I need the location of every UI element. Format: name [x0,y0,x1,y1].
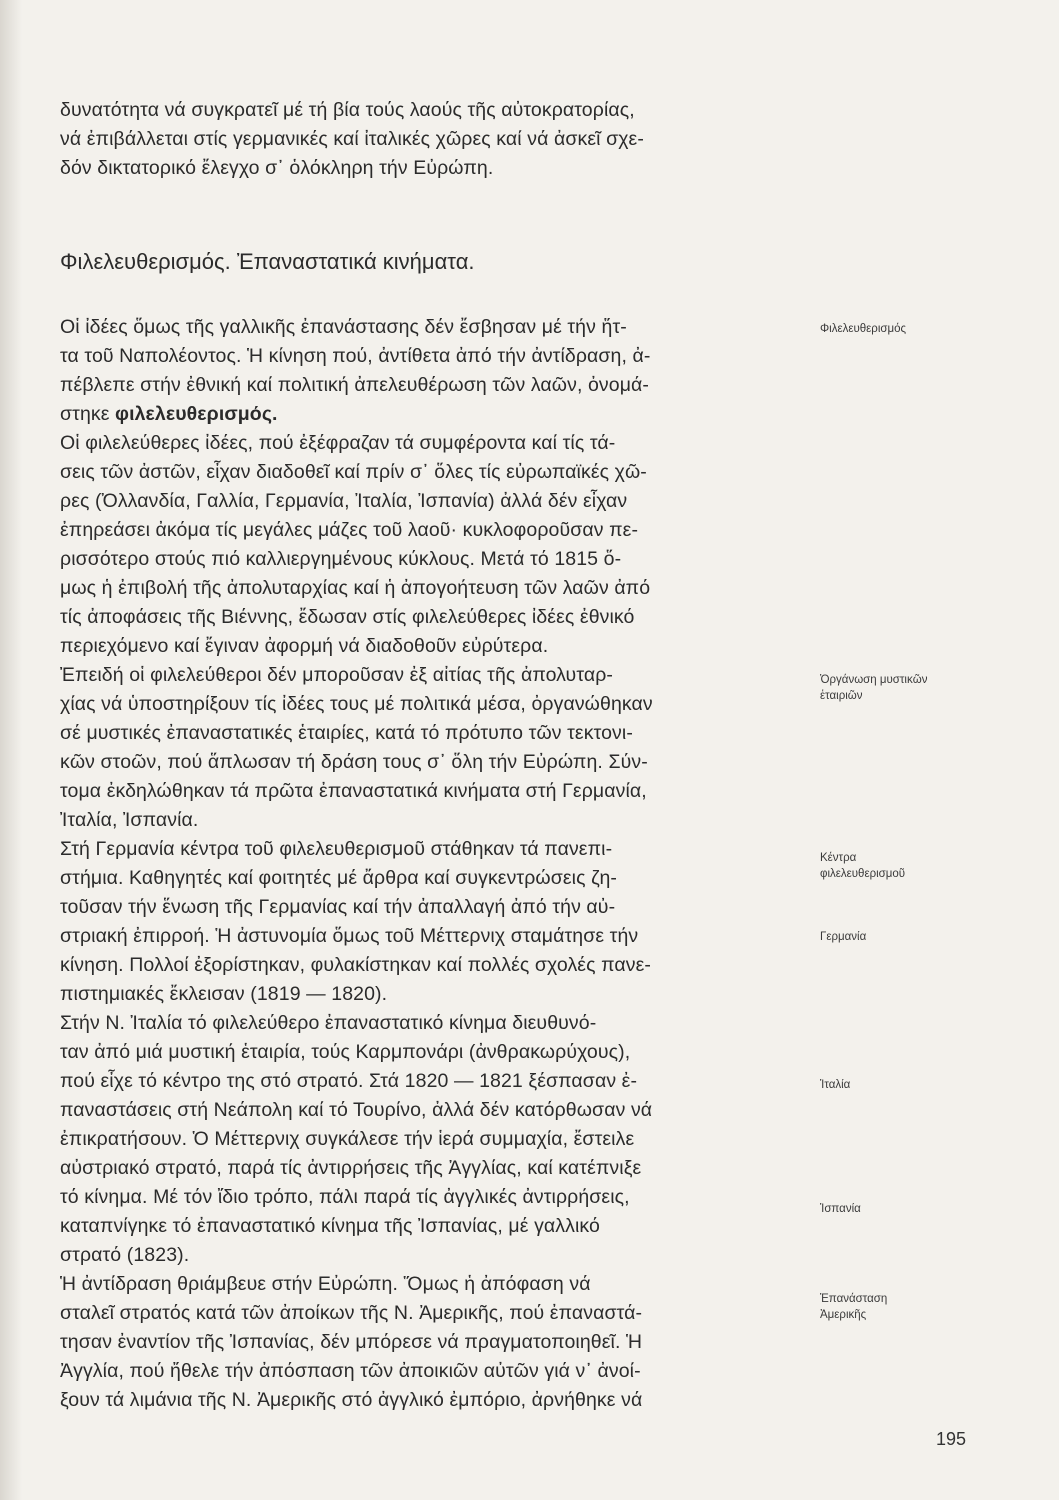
margin-note: Γερμανία [820,931,867,943]
text-line: καταπνίγηκε τό ἐπαναστατικό κίνημα τῆς Ἰσπανίας, μέ γαλλικό [60,1215,600,1237]
margin-note-line: Κέντρα [820,852,857,864]
text-line: τό κίνημα. Μέ τόν ἴδιο τρόπο, πάλι παρά τίς ἀγγλικές ἀντιρρήσεις, [60,1186,630,1208]
text-line: στήμια. Καθηγητές καί φοιτητές μέ ἄρθρα καί συγκεντρώσεις ζη- [60,867,618,889]
text-line: ρες (Ὀλλανδία, Γαλλία, Γερμανία, Ἰταλία, Ἰσπανία) ἀλλά δέν εἶχαν [60,490,628,512]
text-line: δυνατότητα νά συγκρατεῖ μέ τή βία τούς λαούς τῆς αὐτοκρατορίας, [60,99,635,121]
text-line: Οἱ φιλελεύθερες ἰδέες, πού ἐξέφραζαν τά συμφέροντα καί τίς τά- [60,432,616,454]
margin-note-line: φιλελευθερισμοῦ [820,868,906,880]
page-number: 195 [936,1429,967,1449]
text-line: παναστάσεις στή Νεάπολη καί τό Τουρίνο, ἀλλά δέν κατόρθωσαν νά [60,1099,653,1121]
margin-note-line: ἑταιριῶν [820,690,863,702]
text-line: αὐστριακό στρατό, παρά τίς ἀντιρρήσεις τῆς Ἀγγλίας, καί κατέπνιξε [60,1157,642,1179]
text-line: σέ μυστικές ἐπαναστατικές ἑταιρίες, κατά τό πρότυπο τῶν τεκτονι- [60,722,633,744]
margin-note-line: Ὀργάνωση μυστικῶν [820,674,928,686]
text-line: Ἐπειδή οἱ φιλελεύθεροι δέν μποροῦσαν ἐξ αἰτίας τῆς ἀπολυταρ- [60,664,613,686]
margin-note-line: Ἐπανάσταση [820,1293,888,1305]
text-line: σταλεῖ στρατός κατά τῶν ἀποίκων τῆς Ν. Ἀμερικῆς, πού ἐπαναστά- [60,1302,643,1324]
text-line: Στήν Ν. Ἰταλία τό φιλελεύθερο ἐπαναστατικό κίνημα διευθυνό- [60,1012,597,1034]
text-line: ἐπηρεάσει ἀκόμα τίς μεγάλες μάζες τοῦ λαοῦ· κυκλοφοροῦσαν πε- [60,519,639,541]
text-line: σεις τῶν ἀστῶν, εἶχαν διαδοθεῖ καί πρίν σ᾽ ὅλες τίς εὐρωπαϊκές χῶ- [60,461,647,483]
text-line: ἐπικρατήσουν. Ὁ Μέττερνιχ συγκάλεσε τήν ἱερά συμμαχία, ἔστειλε [60,1128,635,1150]
text-line: τομα ἐκδηλώθηκαν τά πρῶτα ἐπαναστατικά κινήματα στή Γερμανία, [60,780,647,802]
text-line: τησαν ἐναντίον τῆς Ἰσπανίας, δέν μπόρεσε νά πραγματοποιηθεῖ. Ἡ [60,1331,643,1353]
text-line: Ἡ ἀντίδραση θριάμβευε στήν Εὐρώπη. Ὅμως ἡ ἀπόφαση νά [60,1273,591,1295]
page-fold-shadow [0,0,22,1500]
text-line: Ἀγγλία, πού ἤθελε τήν ἀπόσπαση τῶν ἀποικιῶν αὐτῶν γιά ν᾽ ἀνοί- [60,1360,641,1382]
text-line: δόν δικτατορικό ἔλεγχο σ᾽ ὁλόκληρη τήν Εὐρώπη. [60,157,494,179]
text-line: τοῦσαν τήν ἕνωση τῆς Γερμανίας καί τήν ἀπαλλαγή ἀπό τήν αὐ- [60,896,616,918]
bold-term: φιλελευθερισμός. [115,403,278,425]
text-line: ρισσότερο στούς πιό καλλιεργημένους κύκλους. Μετά τό 1815 ὅ- [60,548,622,570]
text-line: στριακή ἐπιρροή. Ἡ ἀστυνομία ὅμως τοῦ Μέττερνιχ σταμάτησε τήν [60,925,639,947]
text-line: Στή Γερμανία κέντρα τοῦ φιλελευθερισμοῦ στάθηκαν τά πανεπι- [60,838,613,860]
text-line: μως ἡ ἐπιβολή τῆς ἀπολυταρχίας καί ἡ ἀπογοήτευση τῶν λαῶν ἀπό [60,577,651,599]
text-line: κῶν στοῶν, πού ἅπλωσαν τή δράση τους σ᾽ ὅλη τήν Εὐρώπη. Σύν- [60,751,648,773]
margin-note [820,672,1020,704]
text-line: Ἰταλία, Ἰσπανία. [60,809,199,831]
text-line: χίας νά ὑποστηρίξουν τίς ἰδέες τους μέ πολιτικά μέσα, ὀργανώθηκαν [60,693,653,715]
text-line: κίνηση. Πολλοί ἐξορίστηκαν, φυλακίστηκαν καί πολλές σχολές πανε- [60,954,651,976]
margin-note: Φιλελευθερισμός [820,323,907,335]
margin-note-line: Ἀμερικῆς [820,1309,867,1321]
text-line: πού εἶχε τό κέντρο της στό στρατό. Στά 1820 — 1821 ξέσπασαν ἐ- [60,1070,638,1092]
text-line: πιστημιακές ἔκλεισαν (1819 — 1820). [60,983,388,1005]
text-line: νά ἐπιβάλλεται στίς γερμανικές καί ἰταλικές χῶρες καί νά ἀσκεῖ σχε- [60,128,644,150]
text-line: ταν ἀπό μιά μυστική ἑταιρία, τούς Καρμπονάρι (ἀνθρακωρύχους), [60,1041,631,1063]
text-line: περιεχόμενο καί ἔγιναν ἀφορμή νά διαδοθοῦν εὐρύτερα. [60,635,549,657]
margin-note [820,850,1020,882]
text-line: Οἱ ἰδέες ὅμως τῆς γαλλικῆς ἐπανάστασης δέν ἔσβησαν μέ τήν ἥτ- [60,316,627,338]
text-line [60,402,800,426]
text-line: στρατό (1823). [60,1244,190,1266]
margin-note: Ἰταλία [820,1079,851,1091]
text-line: τίς ἀποφάσεις τῆς Βιέννης, ἔδωσαν στίς φιλελεύθερες ἰδέες ἐθνικό [60,606,635,628]
section-heading: Φιλελευθερισμός. Ἐπαναστατικά κινήματα. [60,249,475,274]
text-line: πέβλεπε στήν ἐθνική καί πολιτική ἀπελευθέρωση τῶν λαῶν, ὀνομά- [60,374,650,396]
text-fragment: στηκε [60,403,116,425]
text-line: τα τοῦ Ναπολέοντος. Ἡ κίνηση πού, ἀντίθετα ἀπό τήν ἀντίδραση, ἀ- [60,345,651,367]
margin-note: Ἰσπανία [820,1203,861,1215]
text-line: ξουν τά λιμάνια τῆς Ν. Ἀμερικῆς στό ἀγγλικό ἐμπόριο, ἀρνήθηκε νά [60,1389,643,1411]
margin-note [820,1291,1020,1323]
